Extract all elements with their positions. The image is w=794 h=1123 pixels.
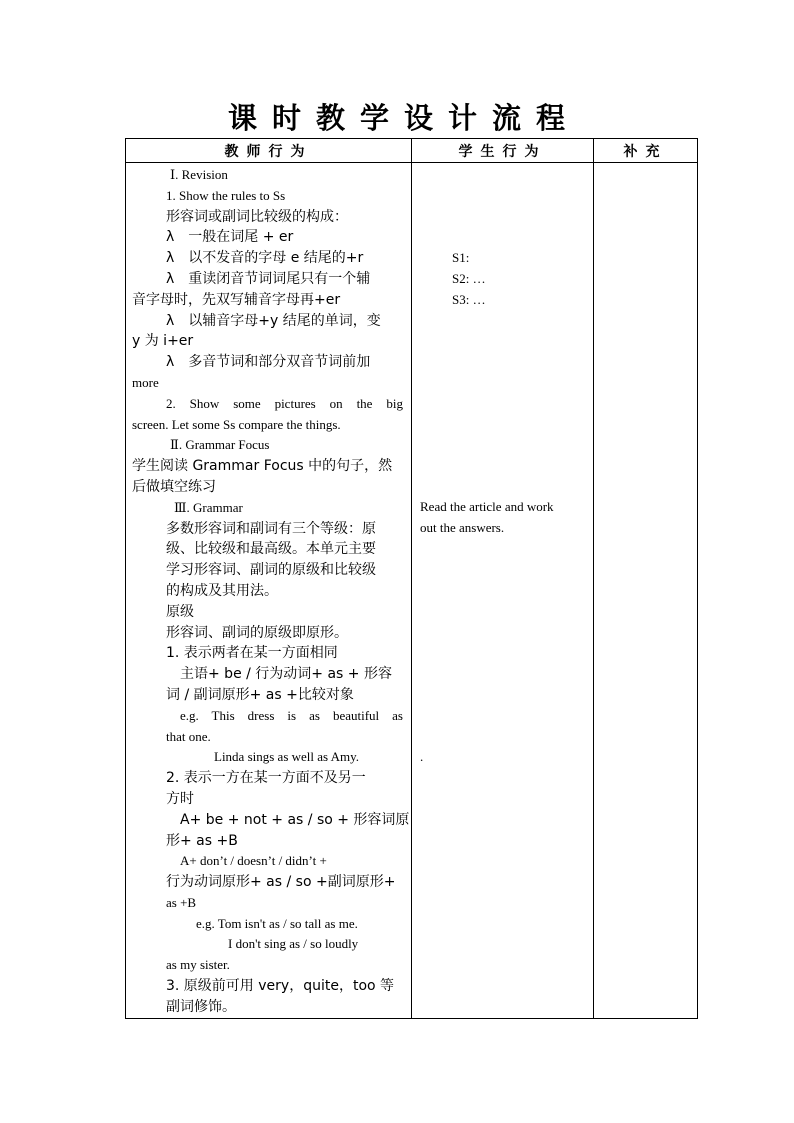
section-grammar-heading: Ⅲ. Grammar xyxy=(174,499,243,515)
table-header-row xyxy=(126,139,698,163)
text-line: more xyxy=(132,374,159,390)
text-line: I don't sing as / so loudly xyxy=(228,936,359,952)
text-line: 形+ as +B xyxy=(166,832,238,849)
teacher-cell xyxy=(126,163,412,1019)
text-line: 2. 表示一方在某一方面不及另一 xyxy=(166,770,366,787)
student-answer-s1: S1: xyxy=(452,250,470,265)
section-revision-heading: Ⅰ. Revision xyxy=(170,167,228,182)
student-answer-s3: S3: … xyxy=(452,291,486,307)
student-task-line: Read the article and work xyxy=(420,499,554,515)
lesson-plan-table xyxy=(125,138,698,1019)
text-line: 2. Show some pictures on the big xyxy=(166,395,403,411)
text-line: e.g. Tom isn't as / so tall as me. xyxy=(196,915,358,931)
text-line: λ 一般在词尾 + er xyxy=(166,229,294,246)
text-line: 学生阅读 Grammar Focus 中的句子，然 xyxy=(132,458,393,475)
text-line: 级、比较级和最高级。本单元主要 xyxy=(166,541,376,558)
text-line: 形容词或副词比较级的构成： xyxy=(166,208,348,225)
student-dot: . xyxy=(420,748,424,764)
student-task-line: out the answers. xyxy=(420,520,505,536)
text-line: 行为动词原形+ as / so +副词原形+ xyxy=(166,874,396,891)
text-line: 音字母时，先双写辅音字母再+er xyxy=(132,291,341,308)
text-line: that one. xyxy=(166,728,211,744)
text-line: 学习形容词、副词的原级和比较级 xyxy=(166,562,376,579)
text-line: as my sister. xyxy=(166,957,230,973)
student-answer-s2: S2: … xyxy=(452,270,486,286)
text-line: e.g. This dress is as beautiful as xyxy=(180,707,403,723)
text-line: 1. Show the rules to Ss xyxy=(166,187,286,203)
text-line: y 为 i+er xyxy=(132,333,194,350)
text-line: 形容词、副词的原级即原形。 xyxy=(166,624,348,641)
student-header: 学生行为 xyxy=(412,139,594,163)
text-line: λ 以辅音字母+y 结尾的单词，变 xyxy=(166,312,381,329)
text-line: 多数形容词和副词有三个等级：原 xyxy=(166,520,376,537)
text-line: 副词修饰。 xyxy=(166,998,236,1015)
text-line: Linda sings as well as Amy. xyxy=(214,749,360,765)
text-line: 的构成及其用法。 xyxy=(166,582,278,599)
text-line: screen. Let some Ss compare the things. xyxy=(132,416,341,432)
section-grammar-focus-heading: Ⅱ. Grammar Focus xyxy=(170,437,270,453)
text-line: 后做填空练习 xyxy=(132,478,216,495)
text-line: 3. 原级前可用 very，quite，too 等 xyxy=(166,978,395,995)
text-line: λ 多音节词和部分双音节词前加 xyxy=(166,354,371,371)
text-line: λ 重读闭音节词词尾只有一个辅 xyxy=(166,270,371,287)
text-line: A+ be + not + as / so + 形容词原 xyxy=(180,811,410,828)
student-cell xyxy=(412,163,594,1019)
text-line: 方时 xyxy=(166,790,194,807)
text-line: 1. 表示两者在某一方面相同 xyxy=(166,645,338,662)
table-body-row xyxy=(126,163,698,1019)
supplement-header: 补充 xyxy=(594,139,698,163)
teacher-header: 教师行为 xyxy=(126,139,412,163)
text-line: A+ don’t / doesn’t / didn’t + xyxy=(180,853,327,869)
text-line: 词 / 副词原形+ as +比较对象 xyxy=(166,686,354,703)
text-line: 原级 xyxy=(166,603,194,620)
text-line: 主语+ be / 行为动词+ as + 形容 xyxy=(180,666,392,683)
supplement-cell xyxy=(594,163,698,1019)
text-line: λ 以不发音的字母 e 结尾的+r xyxy=(166,250,364,267)
text-line: as +B xyxy=(166,894,197,910)
page-title: 课时教学设计流程 xyxy=(227,101,580,135)
